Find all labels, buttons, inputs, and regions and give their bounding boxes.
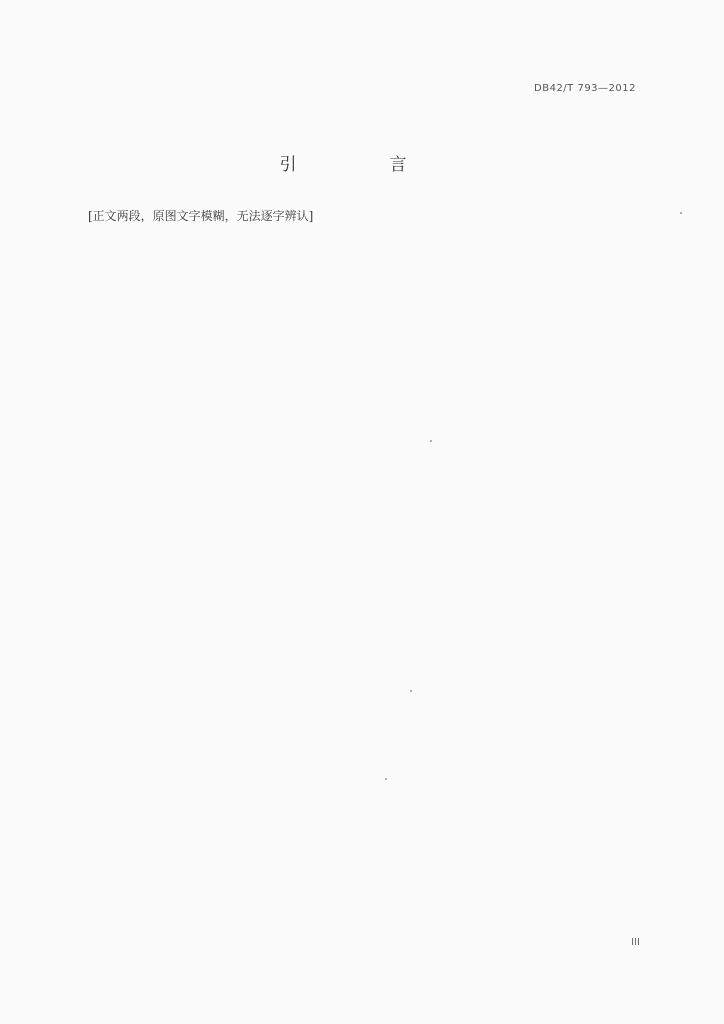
scan-speck (680, 212, 682, 214)
standard-code: DB42/T 793—2012 (534, 83, 636, 94)
page-title: 引 言 (279, 155, 445, 175)
page-number: III (631, 937, 640, 948)
paragraph: [正文两段，原图文字模糊，无法逐字辨认] (88, 209, 314, 223)
body-text (64, 204, 654, 229)
scan-speck (430, 440, 432, 442)
scan-speck (385, 778, 387, 780)
scan-speck (410, 690, 412, 692)
